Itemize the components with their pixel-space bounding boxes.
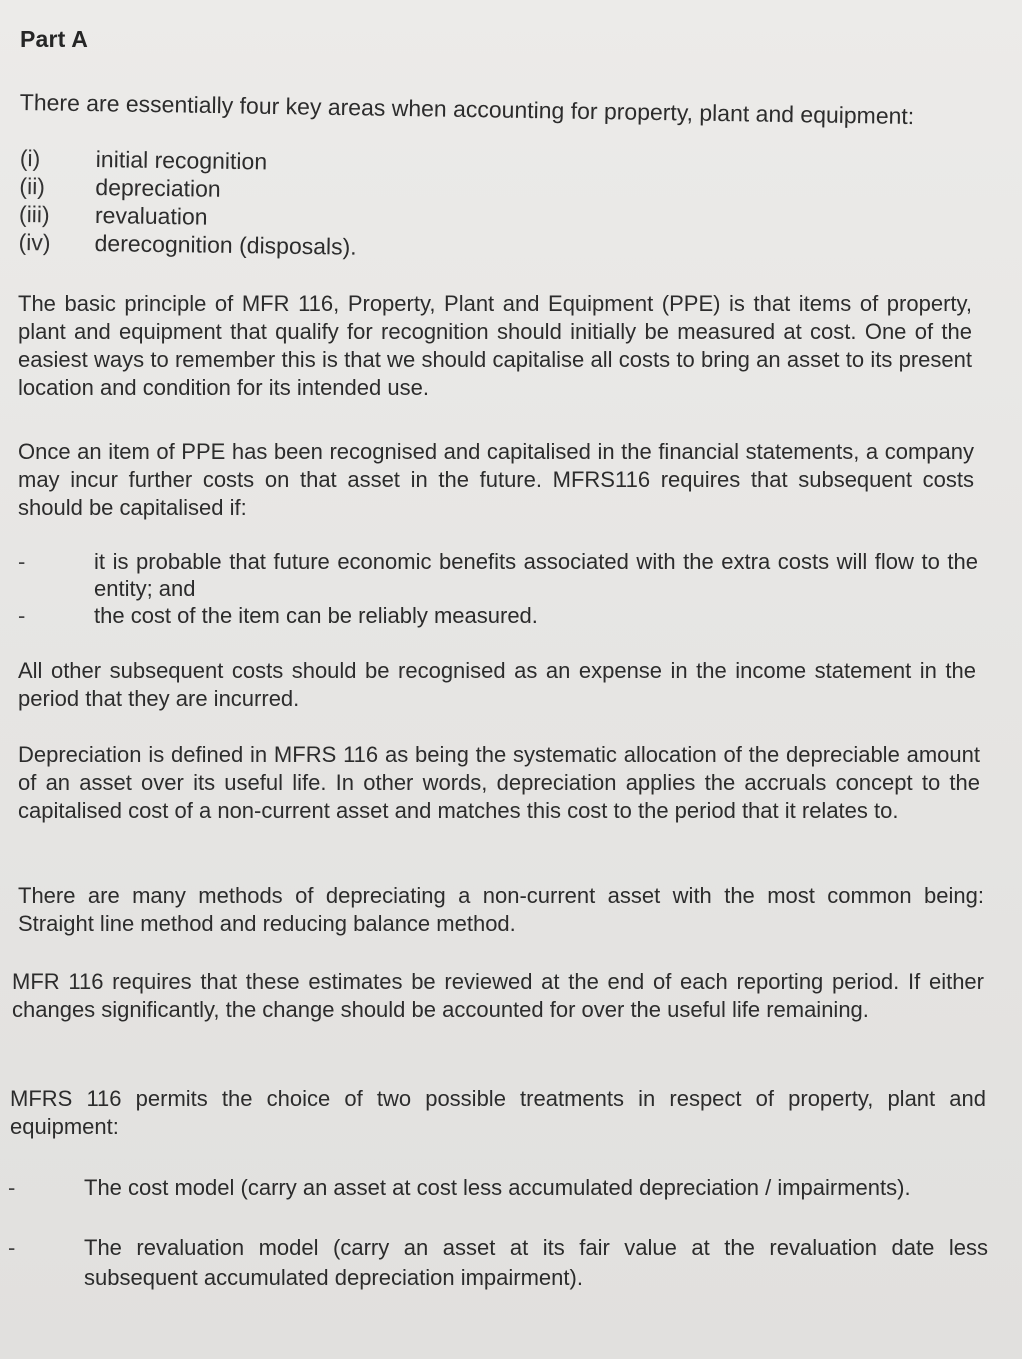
conditions-list (18, 548, 978, 629)
list-item-text: derecognition (disposals). (94, 230, 357, 260)
paragraph-other-costs: All other subsequent costs should be recognised as an expense in the income statement in the period that they are incurred. (18, 658, 976, 711)
key-areas-list (18, 144, 358, 261)
treatments-list (8, 1173, 988, 1293)
list-item-text: revaluation (94, 202, 208, 230)
list-item-text: depreciation (95, 174, 221, 202)
dash-bullet: - (8, 1235, 16, 1260)
paragraph-depreciation-definition: Depreciation is defined in MFRS 116 as being the systematic allocation of the depreciable amount of an asset over its useful life. In other words, depreciation applies the accruals concept to the capitalised cost of a non-current asset and matches this cost to the period that it relates to. (18, 742, 980, 823)
list-item-text: the cost of the item can be reliably measured. (94, 603, 538, 628)
list-item-text: it is probable that future economic benefits associated with the extra costs will flow to the entity; and (94, 549, 978, 601)
section-heading: Part A (20, 26, 89, 52)
list-item-text: The revaluation model (carry an asset at its fair value at the revaluation date less subsequent accumulated depreciation impairment). (84, 1235, 988, 1290)
dash-bullet: - (8, 1175, 16, 1200)
dash-bullet: - (18, 549, 26, 574)
list-item (8, 1173, 988, 1203)
paragraph-treatment-choice: MFRS 116 permits the choice of two possible treatments in respect of property, plant and equipment: (10, 1086, 986, 1139)
list-item-number: (i) (19, 144, 41, 172)
list-item-number: (iii) (18, 200, 50, 228)
intro-paragraph: There are essentially four key areas when accounting for property, plant and equipment: (19, 88, 915, 130)
list-item (18, 548, 978, 602)
list-item (18, 602, 978, 629)
list-item (8, 1233, 988, 1293)
paragraph-estimates-review: MFR 116 requires that these estimates be reviewed at the end of each reporting period. If either changes significantly, the change should be accounted for over the useful life remaining. (12, 969, 984, 1022)
paragraph-depreciation-methods: There are many methods of depreciating a non-current asset with the most common being: Straight line method and reducing balance method. (18, 883, 984, 936)
paragraph-subsequent-costs: Once an item of PPE has been recognised and capitalised in the financial statements, a company may incur further costs on that asset in the future. MFRS116 requires that subsequent costs should be capitalised if: (18, 439, 974, 520)
paragraph-basic-principle: The basic principle of MFR 116, Property, Plant and Equipment (PPE) is that items of property, plant and equipment that qualify for recognition should initially be measured at cost. One of the easiest ways to remember this is that we should capitalise all costs to bring an asset to its present location and condition for its intended use. (18, 291, 972, 400)
list-item-text: The cost model (carry an asset at cost less accumulated depreciation / impairments). (84, 1175, 911, 1200)
list-item-text: initial recognition (95, 146, 268, 175)
dash-bullet: - (18, 603, 26, 628)
list-item (18, 228, 356, 261)
list-item-number: (ii) (19, 172, 46, 200)
list-item-number: (iv) (18, 228, 51, 256)
